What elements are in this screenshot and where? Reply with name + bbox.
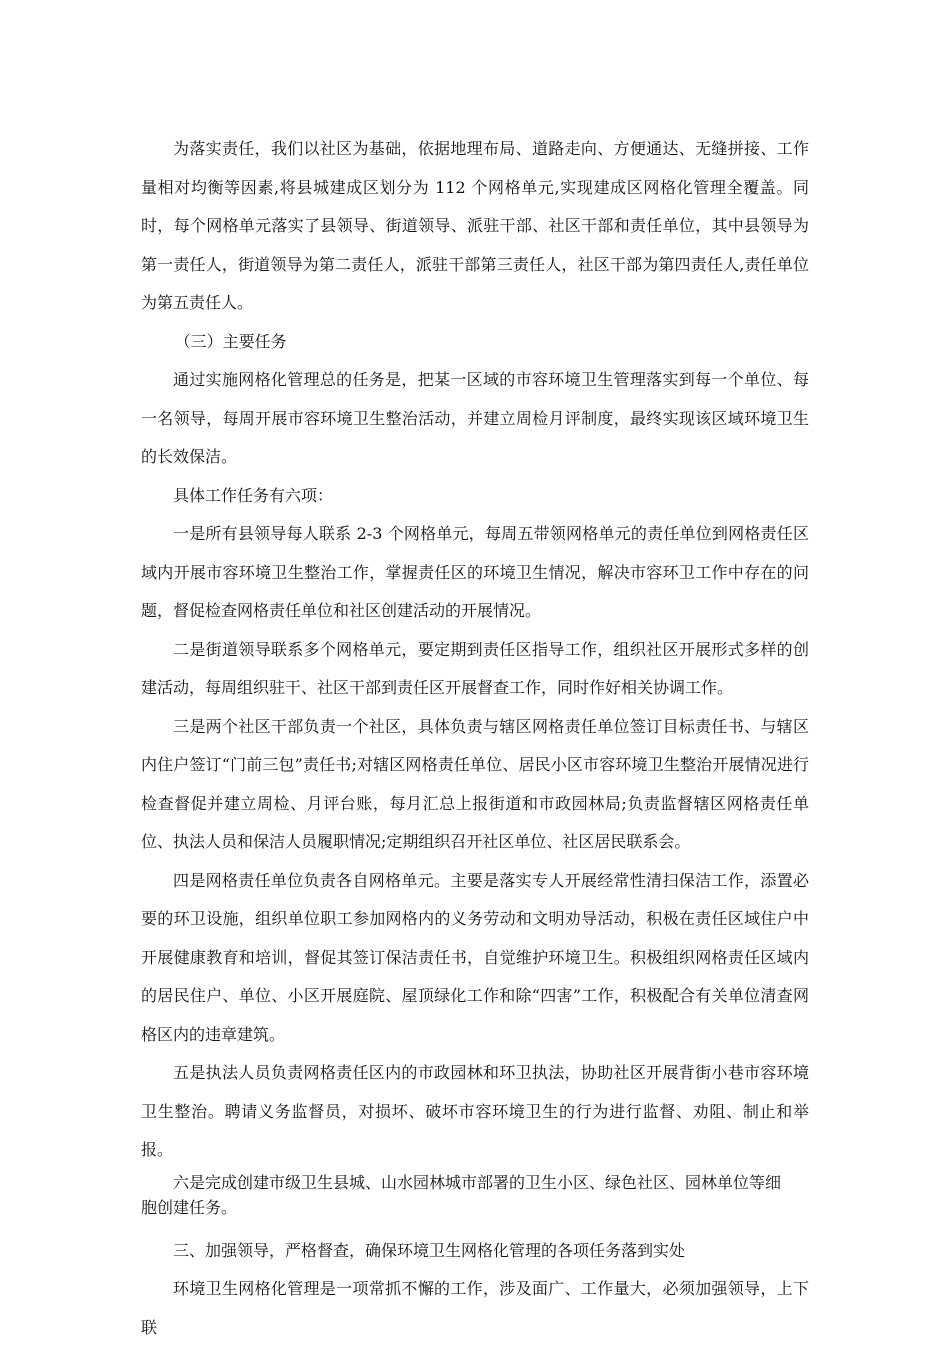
paragraph-leadership: 环境卫生网格化管理是一项常抓不懈的工作，涉及面广、工作量大，必须加强领导，上下联 <box>141 1279 809 1337</box>
paragraph-task-four: 四是网格责任单位负责各自网格单元。主要是落实专人开展经常性清扫保洁工作，添置必要的环卫设施，组织单位职工参加网格内的义务劳动和文明劝导活动，积极在责任区域住户中开展健康教育和培训，督促其签订保洁责任书，自觉维护环境卫生。积极组织网格责任区域内的居民住户、单位、小区开展庭院、屋顶绿化工作和除“四害”工作，积极配合有关单位清查网格区内的违章建筑。 <box>141 870 809 1044</box>
paragraph-overall-task: 通过实施网格化管理总的任务是，把某一区域的市容环境卫生管理落实到每一个单位、每一名领导，每周开展市容环境卫生整治活动，并建立周检月评制度，最终实现该区域环境卫生的长效保洁。 <box>141 370 809 466</box>
section-heading-main-tasks: （三）主要任务 <box>174 331 287 351</box>
document-body <box>141 130 809 1347</box>
section-heading-leadership: 三、加强领导，严格督查，确保环境卫生网格化管理的各项任务落到实处 <box>173 1240 686 1260</box>
paragraph-responsibility: 为落实责任，我们以社区为基础，依据地理布局、道路走向、方便通达、无缝拼接、工作量相对均衡等因素,将县城建成区划分为 112 个网格单元,实现建成区网格化管理全覆盖。同时，每个网格单元落实了县领导、街道领导、派驻干部、社区干部和责任单位，其中县领导为第一责任人，街道领导为第二责任人，派驻干部第三责任人，社区干部为第四责任人,责任单位为第五责任人。 <box>141 139 809 312</box>
paragraph-task-six: 六是完成创建市级卫生县城、山水园林城市部署的卫生小区、绿色社区、园林单位等细胞创建任务。 <box>141 1172 782 1217</box>
paragraph-task-five: 五是执法人员负责网格责任区内的市政园林和环卫执法，协助社区开展背街小巷市容环境卫生整治。聘请义务监督员，对损坏、破坏市容环境卫生的行为进行监督、劝阻、制止和举报。 <box>141 1063 809 1159</box>
paragraph-six-tasks-intro: 具体工作任务有六项： <box>173 485 334 505</box>
paragraph-task-one: 一是所有县领导每人联系 2-3 个网格单元，每周五带领网格单元的责任单位到网格责任区域内开展市容环境卫生整治工作，掌握责任区的环境卫生情况，解决市容环卫工作中存在的问题，督促检查网格责任单位和社区创建活动的开展情况。 <box>141 524 809 620</box>
paragraph-task-three: 三是两个社区干部负责一个社区，具体负责与辖区网格责任单位签订目标责任书、与辖区内住户签订“门前三包”责任书;对辖区网格责任单位、居民小区市容环境卫生整治开展情况进行检查督促并建立周检、月评台账，每月汇总上报街道和市政园林局;负责监督辖区网格责任单位、执法人员和保洁人员履职情况;定期组织召开社区单位、社区居民联系会。 <box>141 716 809 851</box>
paragraph-task-two: 二是街道领导联系多个网格单元，要定期到责任区指导工作，组织社区开展形式多样的创建活动，每周组织驻干、社区干部到责任区开展督查工作，同时作好相关协调工作。 <box>141 639 809 697</box>
